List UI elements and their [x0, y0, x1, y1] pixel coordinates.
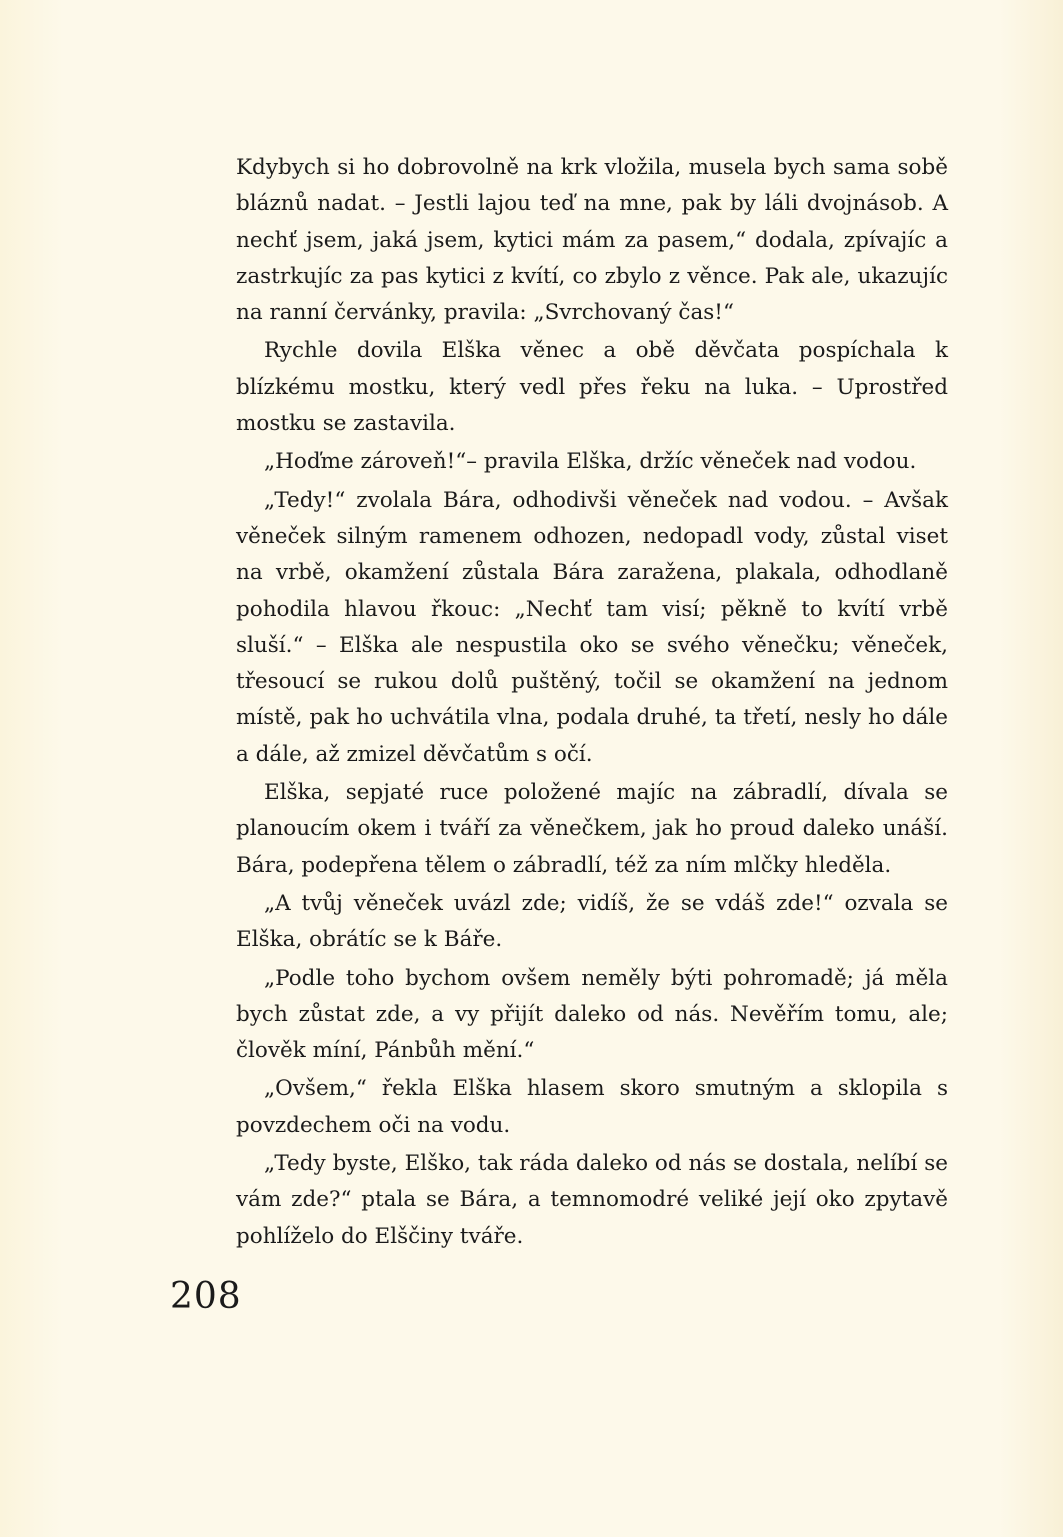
body-text — [236, 150, 948, 1255]
paragraph: Elška, sepjaté ruce položené majíc na zábradlí, dívala se planoucím okem i tváří za věnečkem, jak ho proud daleko unáší. Bára, podepřena tělem o zábradlí, též za ním mlčky hleděla. — [236, 780, 948, 878]
paragraph: „A tvůj věneček uvázl zde; vidíš, že se vdáš zde!“ ozvala se Elška, obrátíc se k Báře. — [236, 890, 948, 953]
paragraph: Rychle dovila Elška věnec a obě děvčata pospíchala k blízkému mostku, který vedl přes řeku na luka. – Uprostřed mostku se zastavila. — [236, 338, 948, 437]
paragraph: „Ovšem,“ řekla Elška hlasem skoro smutným a sklopila s povzdechem oči na vodu. — [236, 1076, 948, 1138]
paragraph: „Tedy byste, Elško, tak ráda daleko od nás se dostala, nelíbí se vám zde?“ ptala se Bára, a temnomodré veliké její oko zpytavě pohlíželo do Elščiny tváře. — [236, 1151, 948, 1249]
paragraph: „Podle toho bychom ovšem neměly býti pohromadě; já měla bych zůstat zde, a vy přijít daleko od nás. Nevěřím tomu, ale; člověk míní, Pánbůh mění.“ — [236, 965, 948, 1064]
paragraph: „Hoďme zároveň!“– pravila Elška, držíc věneček nad vodou. — [264, 449, 917, 475]
page-number: 208 — [170, 1276, 242, 1317]
paragraph: Kdybych si ho dobrovolně na krk vložila, musela bych sama sobě bláznů nadat. – Jestli lajou teď na mne, pak by láli dvojnásob. A nechť jsem, jaká jsem, kytici mám za pasem,“ dodala, zpívajíc a zastrkujíc za pas kytici z kvítí, co zbylo z věnce. Pak ale, ukazujíc na ranní červánky, pravila: „Svrchovaný čas!“ — [236, 155, 948, 326]
paragraph: „Tedy!“ zvolala Bára, odhodivši věneček nad vodou. – Avšak věneček silným ramenem odhozen, nedopadl vody, zůstal viset na vrbě, okamžení zůstala Bára zaražena, plakala, odhodlaně pohodila hlavou řkouc: „Nechť tam visí; pěkně to kvítí vrbě sluší.“ – Elška ale nespustila oko se svého věnečku; věneček, třesoucí se rukou dolů puštěný, točil se okamžení na jednom místě, pak ho uchvátila vlna, podala druhé, ta třetí, nesly ho dále a dále, až zmizel děvčatům s očí. — [236, 487, 948, 767]
